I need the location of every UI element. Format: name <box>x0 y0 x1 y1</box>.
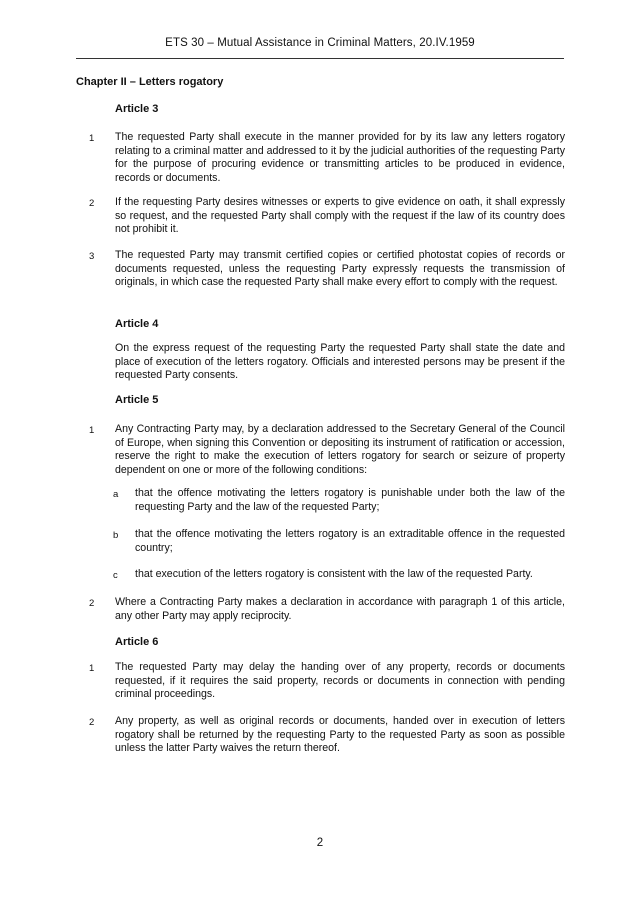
article-4-heading: Article 4 <box>115 318 159 330</box>
article-6-para-1-number: 1 <box>89 663 95 674</box>
article-3-heading: Article 3 <box>115 103 159 115</box>
article-6-para-2-number: 2 <box>89 717 95 728</box>
article-3-para-1-number: 1 <box>89 133 95 144</box>
article-3-para-1: The requested Party shall execute in the manner provided for by its law any letters rogatory relating to a criminal matter and addressed to it by the judicial authorities of the requesting Party for the purpose of procuring evidence or transmitting articles to be produced in evidence, records or documents. <box>115 131 565 184</box>
article-5-para-1: Any Contracting Party may, by a declaration addressed to the Secretary General of the Council of Europe, when signing this Convention or depositing its instrument of ratification or accession, reserve the right to make the execution of letters rogatory for search or seizure of property dependent on one or more of the following conditions: <box>115 423 565 476</box>
article-5-item-a-letter: a <box>113 489 119 500</box>
header-divider <box>76 58 564 59</box>
article-3-para-2: If the requesting Party desires witnesses or experts to give evidence on oath, it shall expressly so request, and the requested Party shall comply with the request if the law of its country does not prohibit it. <box>115 196 565 236</box>
article-6-para-1: The requested Party may delay the handing over of any property, records or documents requested, if it requires the said property, records or documents in connection with pending criminal proceedings. <box>115 661 565 701</box>
article-6-heading: Article 6 <box>115 636 159 648</box>
article-5-item-b-letter: b <box>113 530 119 541</box>
article-3-para-2-number: 2 <box>89 198 95 209</box>
article-5-para-2: Where a Contracting Party makes a declaration in accordance with paragraph 1 of this article, any other Party may apply reciprocity. <box>115 596 565 622</box>
page-number: 2 <box>316 837 324 849</box>
document-header: ETS 30 – Mutual Assistance in Criminal Matters, 20.IV.1959 <box>165 37 475 49</box>
article-5-item-c-letter: c <box>113 570 118 581</box>
article-6-para-2: Any property, as well as original records or documents, handed over in execution of letters rogatory shall be returned by the requesting Party to the requested Party as soon as possible unless the latter Party waives the return thereof. <box>115 715 565 755</box>
article-5-para-1-number: 1 <box>89 425 95 436</box>
article-5-item-b: that the offence motivating the letters rogatory is an extraditable offence in the requested country; <box>135 528 565 554</box>
chapter-heading: Chapter II – Letters rogatory <box>76 76 224 88</box>
article-4-para: On the express request of the requesting Party the requested Party shall state the date and place of execution of the letters rogatory. Officials and interested persons may be present if the requested Party consents. <box>115 342 565 382</box>
article-5-para-2-number: 2 <box>89 598 95 609</box>
article-3-para-3-number: 3 <box>89 251 95 262</box>
article-3-para-3: The requested Party may transmit certified copies or certified photostat copies of records or documents requested, unless the requesting Party expressly requests the transmission of originals, in which case the requested Party shall make every effort to comply with the request. <box>115 249 565 289</box>
article-5-item-a: that the offence motivating the letters rogatory is punishable under both the law of the requesting Party and the law of the requested Party; <box>135 487 565 513</box>
article-5-item-c: that execution of the letters rogatory is consistent with the law of the requested Party. <box>135 568 533 580</box>
article-5-heading: Article 5 <box>115 394 159 406</box>
